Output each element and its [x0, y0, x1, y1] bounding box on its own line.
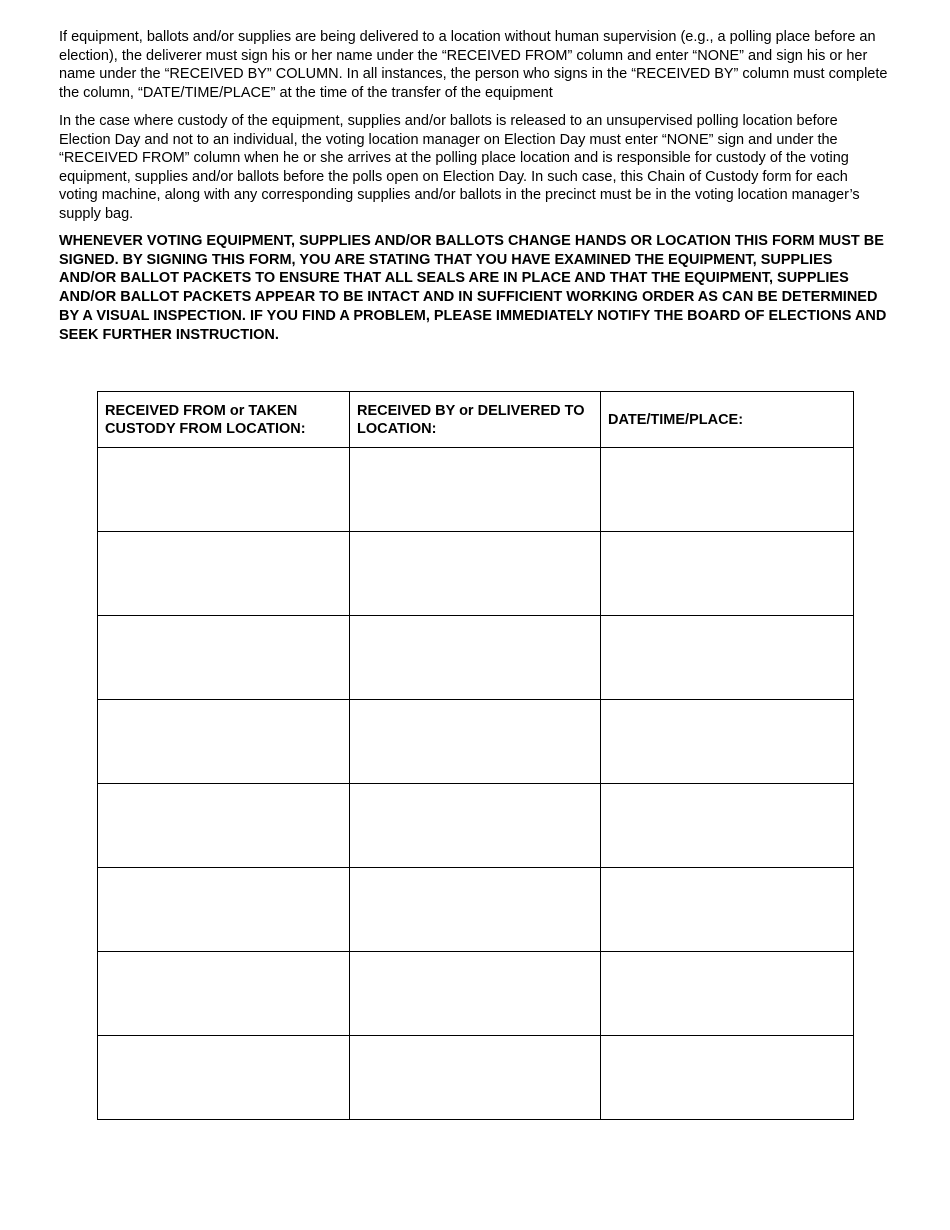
- table-row: [98, 448, 854, 532]
- table-row: [98, 868, 854, 952]
- date-time-place-cell[interactable]: [601, 952, 854, 1036]
- received-from-cell[interactable]: [98, 532, 350, 616]
- table-row: [98, 532, 854, 616]
- received-by-cell[interactable]: [350, 532, 601, 616]
- column-header-received-from: RECEIVED FROM or TAKEN CUSTODY FROM LOCATION:: [98, 392, 350, 448]
- date-time-place-cell[interactable]: [601, 532, 854, 616]
- received-by-cell[interactable]: [350, 616, 601, 700]
- date-time-place-cell[interactable]: [601, 868, 854, 952]
- table-row: [98, 700, 854, 784]
- received-from-cell[interactable]: [98, 700, 350, 784]
- received-by-cell[interactable]: [350, 448, 601, 532]
- instruction-paragraph-unsupervised-location: In the case where custody of the equipment, supplies and/or ballots is released to an unsupervised polling location before Election Day and not to an individual, the voting location manager on Election Day must enter “NONE” sign and under the “RECEIVED FROM” column when he or she arrives at the polling place location and is responsible for custody of the voting equipment, supplies and/or ballots before the polls open on Election Day. In such case, this Chain of Custody form for each voting machine, along with any corresponding supplies and/or ballots in the precinct must be in the voting location manager’s supply bag.: [59, 113, 860, 222]
- date-time-place-cell[interactable]: [601, 784, 854, 868]
- received-from-cell[interactable]: [98, 952, 350, 1036]
- received-by-cell[interactable]: [350, 700, 601, 784]
- custody-table-header-row: [98, 392, 854, 448]
- received-by-cell[interactable]: [350, 868, 601, 952]
- received-from-cell[interactable]: [98, 784, 350, 868]
- instruction-paragraph-delivery: If equipment, ballots and/or supplies are being delivered to a location without human supervision (e.g., a polling place before an election), the deliverer must sign his or her name under the “RECEIVED FROM” column and enter “NONE” and sign his or her name under the “RECEIVED BY” COLUMN. In all instances, the person who signs in the “RECEIVED BY” column must complete the column, “DATE/TIME/PLACE” at the time of the transfer of the equipment: [59, 29, 888, 101]
- received-from-cell[interactable]: [98, 1036, 350, 1120]
- received-from-cell[interactable]: [98, 616, 350, 700]
- date-time-place-cell[interactable]: [601, 1036, 854, 1120]
- table-row: [98, 616, 854, 700]
- date-time-place-cell[interactable]: [601, 448, 854, 532]
- received-from-cell[interactable]: [98, 868, 350, 952]
- custody-log-table: [97, 391, 854, 1120]
- received-from-cell[interactable]: [98, 448, 350, 532]
- column-header-date-time-place: DATE/TIME/PLACE:: [601, 392, 854, 448]
- column-header-received-by: RECEIVED BY or DELIVERED TO LOCATION:: [350, 392, 601, 448]
- table-row: [98, 1036, 854, 1120]
- date-time-place-cell[interactable]: [601, 616, 854, 700]
- custody-warning-notice: WHENEVER VOTING EQUIPMENT, SUPPLIES AND/OR BALLOTS CHANGE HANDS OR LOCATION THIS FORM MUST BE SIGNED. BY SIGNING THIS FORM, YOU ARE STATING THAT YOU HAVE EXAMINED THE EQUIPMENT, SUPPLIES AND/OR BALLOT PACKETS TO ENSURE THAT ALL SEALS ARE IN PLACE AND THAT THE EQUIPMENT, SUPPLIES AND/OR BALLOT PACKETS APPEAR TO BE INTACT AND IN SUFFICIENT WORKING ORDER AS CAN BE DETERMINED BY A VISUAL INSPECTION. IF YOU FIND A PROBLEM, PLEASE IMMEDIATELY NOTIFY THE BOARD OF ELECTIONS AND SEEK FURTHER INSTRUCTION.: [59, 233, 887, 343]
- date-time-place-cell[interactable]: [601, 700, 854, 784]
- table-row: [98, 784, 854, 868]
- received-by-cell[interactable]: [350, 1036, 601, 1120]
- received-by-cell[interactable]: [350, 952, 601, 1036]
- received-by-cell[interactable]: [350, 784, 601, 868]
- table-row: [98, 952, 854, 1036]
